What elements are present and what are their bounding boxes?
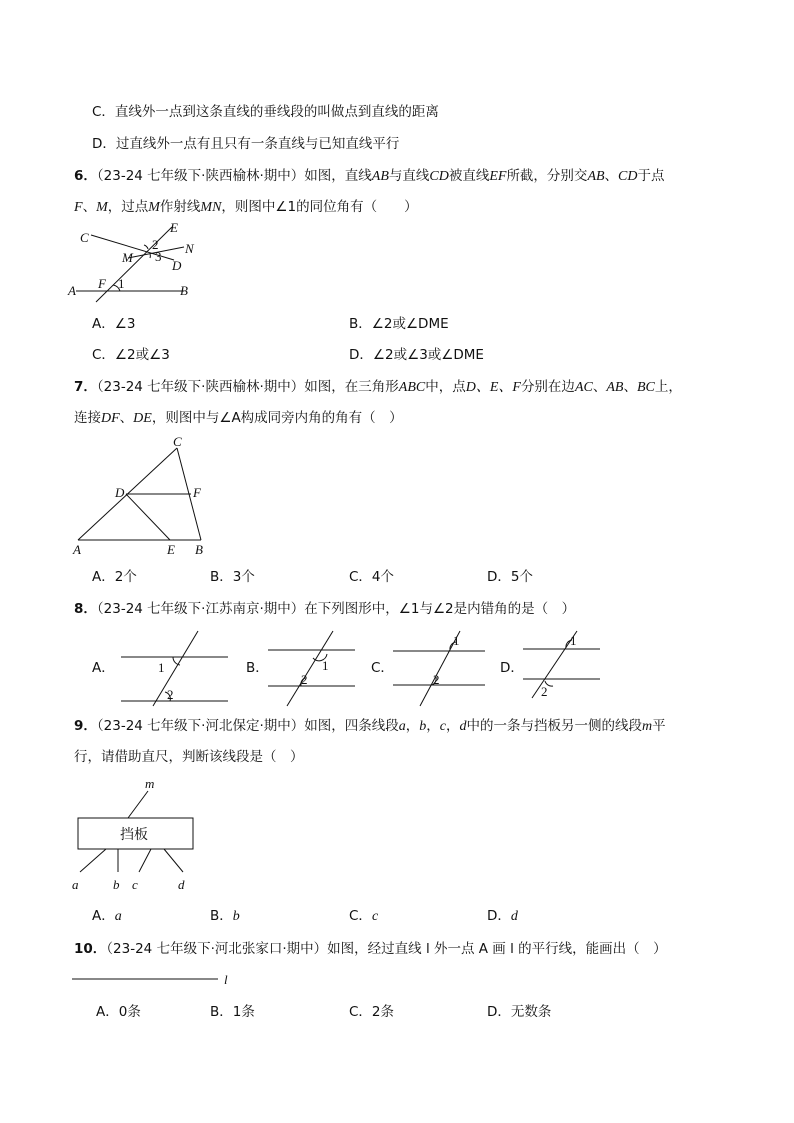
q7-label-B: B bbox=[195, 542, 203, 557]
q6-text: ，则图中∠1的同位角有（ ） bbox=[221, 199, 418, 215]
q8-option-a[interactable]: A． bbox=[92, 660, 115, 676]
q6-label-C: C bbox=[80, 230, 89, 245]
q6-option-a[interactable]: A．∠3 bbox=[92, 316, 136, 332]
q7-var: DE bbox=[133, 411, 152, 426]
q10-text: 如图，经过直线 l 外一点 A 画 l 的平行线，能画出（ ） bbox=[327, 941, 667, 957]
q9-label-m: m bbox=[145, 776, 155, 791]
q10-option-d[interactable]: D．无数条 bbox=[487, 1004, 552, 1020]
q8-figure-a[interactable] bbox=[118, 628, 233, 708]
q8-option-d[interactable]: D． bbox=[500, 660, 524, 676]
q10-source: （23-24 七年级下·河北张家口·期中） bbox=[106, 941, 328, 957]
q6-var: M bbox=[96, 200, 108, 215]
q9-label-d: d bbox=[178, 877, 185, 892]
q6-option-b[interactable]: B．∠2或∠DME bbox=[349, 316, 449, 332]
q9-label-b: b bbox=[113, 877, 120, 892]
q9-option-d[interactable]: D．d bbox=[487, 908, 518, 924]
q9-board-label: 挡板 bbox=[120, 827, 148, 843]
q6-label-A: A bbox=[68, 283, 76, 298]
q7-text: 上， bbox=[654, 379, 682, 395]
q6-option-d[interactable]: D．∠2或∠3或∠DME bbox=[349, 347, 484, 363]
q7-text: 中，点 bbox=[425, 379, 466, 395]
q9-var: c bbox=[439, 719, 446, 734]
q6-number: 6． bbox=[74, 168, 97, 184]
q9-label-a: a bbox=[72, 877, 79, 892]
q6-label-F: F bbox=[98, 276, 106, 291]
q8-figure-c[interactable] bbox=[390, 628, 490, 708]
q6-text: 作射线 bbox=[159, 199, 201, 215]
q7-text: 分别在边 bbox=[520, 379, 575, 395]
q6-var: AB bbox=[587, 169, 605, 184]
q9-label-c: c bbox=[132, 877, 138, 892]
q7-label-E: E bbox=[167, 542, 175, 557]
q7-sep: 、 bbox=[592, 379, 607, 395]
q7-option-a[interactable]: A．2个 bbox=[92, 569, 137, 585]
q9-var: m bbox=[641, 719, 653, 734]
q10-option-b[interactable]: B．1条 bbox=[210, 1004, 255, 1020]
q7-figure bbox=[66, 433, 226, 558]
q6-text: 被直线 bbox=[448, 168, 490, 184]
q8d-angle-1: 1 bbox=[570, 633, 577, 648]
q9-text: 平 bbox=[652, 718, 666, 734]
q8-option-c[interactable]: C． bbox=[371, 660, 394, 676]
q7-var: D、E、F bbox=[465, 380, 521, 395]
q6-var: CD bbox=[429, 169, 449, 184]
q7-var: BC bbox=[636, 380, 655, 395]
q7-sep: 、 bbox=[623, 379, 637, 395]
q9-var: d bbox=[459, 719, 467, 734]
q7-line1 bbox=[74, 378, 682, 397]
option-c-prev: C．直线外一点到这条直线的垂线段的叫做点到直线的距离 bbox=[92, 104, 439, 120]
q6-label-E: E bbox=[170, 220, 178, 235]
q6-text: ，过点 bbox=[107, 199, 149, 215]
q8b-angle-1: 1 bbox=[322, 658, 329, 673]
q8-text: 在下列图形中，∠1与∠2是内错角的是（ ） bbox=[304, 601, 576, 617]
q6-text: 如图，直线 bbox=[304, 168, 372, 184]
q9-number: 9． bbox=[74, 718, 97, 734]
q7-label-C: C bbox=[173, 434, 182, 449]
q9-line1: 9．（23-24 七年级下·河北保定·期中）如图，四条线段a，b，c，d中的一条与挡板另一侧的线段m平 bbox=[74, 718, 666, 734]
q6-sep: 、 bbox=[604, 168, 619, 184]
q6-angle-1: 1 bbox=[118, 276, 125, 291]
q7-text: ，则图中与∠A构成同旁内角的角有（ ） bbox=[151, 410, 403, 426]
q10-figure bbox=[70, 966, 240, 991]
q7-label-D: D bbox=[115, 485, 125, 500]
q8-source: （23-24 七年级下·江苏南京·期中） bbox=[96, 601, 305, 617]
q8a-angle-2: 2 bbox=[167, 687, 174, 702]
q7-text: 连接 bbox=[74, 410, 101, 426]
q6-line2 bbox=[74, 198, 418, 217]
q8b-angle-2: 2 bbox=[301, 672, 308, 687]
q6-label-N: N bbox=[185, 241, 194, 256]
q7-line2 bbox=[74, 409, 403, 428]
q9-source: （23-24 七年级下·河北保定·期中） bbox=[96, 718, 305, 734]
q6-var: AB bbox=[371, 169, 389, 184]
q10-label-l: l bbox=[224, 972, 228, 987]
q9-figure bbox=[66, 772, 216, 897]
q6-source: （23-24 七年级下·陕西榆林·期中） bbox=[96, 168, 305, 184]
q7-option-c[interactable]: C．4个 bbox=[349, 569, 395, 585]
q8-figure-d[interactable] bbox=[520, 628, 610, 708]
q6-text: 与直线 bbox=[388, 168, 430, 184]
q6-sep: 、 bbox=[82, 199, 97, 215]
q8c-angle-2: 2 bbox=[433, 672, 440, 687]
q10-number: 10． bbox=[74, 941, 107, 957]
q8-number: 8． bbox=[74, 601, 97, 617]
q6-var: F bbox=[74, 200, 83, 215]
q7-source: （23-24 七年级下·陕西榆林·期中） bbox=[96, 379, 305, 395]
q6-angle-2: 2 bbox=[152, 237, 159, 252]
q10-option-c[interactable]: C．2条 bbox=[349, 1004, 395, 1020]
q6-var: MN bbox=[200, 200, 222, 215]
q10-line1 bbox=[74, 940, 667, 958]
q6-text: 所截，分别交 bbox=[506, 168, 588, 184]
q6-angle-3: 3 bbox=[155, 249, 162, 264]
q8-option-b[interactable]: B． bbox=[246, 660, 269, 676]
q7-option-d[interactable]: D．5个 bbox=[487, 569, 533, 585]
q7-text: 如图，在三角形 bbox=[304, 379, 399, 395]
q9-option-b[interactable]: B．b bbox=[210, 908, 240, 924]
q8d-angle-2: 2 bbox=[541, 684, 548, 699]
q9-var: a bbox=[398, 719, 406, 734]
q6-text: 于点 bbox=[637, 168, 665, 184]
q6-line1 bbox=[74, 167, 665, 186]
q8c-angle-1: 1 bbox=[453, 633, 460, 648]
q6-var: M bbox=[148, 200, 160, 215]
q6-var: CD bbox=[618, 169, 638, 184]
q7-var: AB bbox=[606, 380, 624, 395]
q9-line2: 行，请借助直尺，判断该线段是（ ） bbox=[74, 749, 304, 765]
q9-text: 中的一条与挡板另一侧的线段 bbox=[466, 718, 642, 734]
q6-var: EF bbox=[489, 169, 507, 184]
q9-option-c[interactable]: C．c bbox=[349, 908, 379, 924]
option-d-prev: D．过直线外一点有且只有一条直线与已知直线平行 bbox=[92, 136, 400, 152]
q8-figure-b[interactable] bbox=[265, 628, 365, 708]
q6-label-M: M bbox=[122, 250, 133, 265]
q7-option-b[interactable]: B．3个 bbox=[210, 569, 255, 585]
q6-label-D: D bbox=[172, 258, 182, 273]
q8a-angle-1: 1 bbox=[158, 660, 165, 675]
q7-var: ABC bbox=[398, 380, 426, 395]
q7-label-A: A bbox=[73, 542, 81, 557]
q6-option-c[interactable]: C．∠2或∠3 bbox=[92, 347, 170, 363]
q7-var: DF bbox=[101, 411, 120, 426]
q7-number: 7． bbox=[74, 379, 97, 395]
q10-option-a[interactable]: A．0条 bbox=[96, 1004, 141, 1020]
q7-sep: 、 bbox=[119, 410, 134, 426]
q7-label-F: F bbox=[193, 485, 201, 500]
q9-var: b bbox=[419, 719, 427, 734]
q6-figure bbox=[66, 220, 216, 305]
q8-line1 bbox=[74, 600, 575, 618]
q6-label-B: B bbox=[180, 283, 188, 298]
q7-var: AC bbox=[574, 380, 593, 395]
q9-text: 如图，四条线段 bbox=[304, 718, 399, 734]
q9-option-a[interactable]: A．a bbox=[92, 908, 122, 924]
